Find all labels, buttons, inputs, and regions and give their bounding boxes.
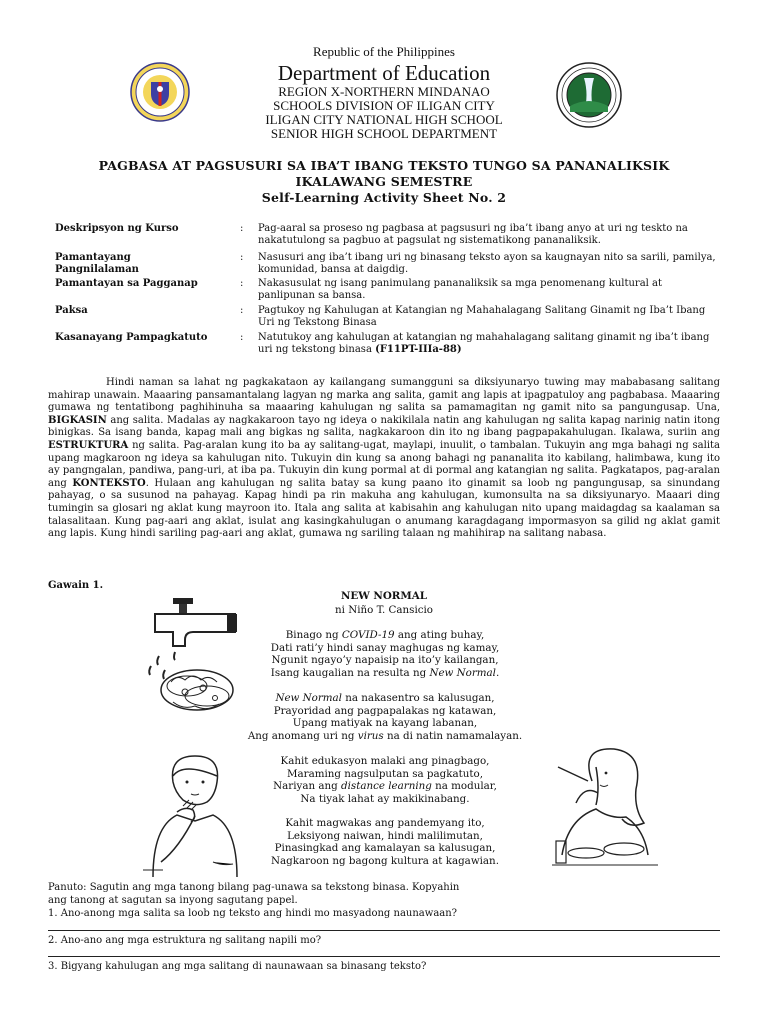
poem-line: Na tiyak lahat ay makikinabang.	[300, 792, 470, 805]
poem-line: Leksiyong naiwan, hindi malilimutan,	[287, 829, 483, 842]
header-line-region: REGION X-NORTHERN MINDANAO	[278, 84, 490, 99]
sheet-title: Self-Learning Activity Sheet No. 2	[261, 190, 507, 205]
poem-line: Upang matiyak na kayang labanan,	[292, 717, 478, 730]
poem-author: ni Niño T. Cansicio	[335, 604, 433, 616]
lesson-paragraph	[48, 377, 720, 541]
paragraph-part-1: Hindi naman sa lahat ng pagkakataon ay kailangang sumangguni sa diksiyunaryo tuwing may mababasang salitang mahirap unawain. Maaaring pansamantalang lagyan ng marka ang salita, gamit ang lapis at ipagpatuloy ang pagbabasa. Maaaring gumawa ng tentatibong paghihinuha sa maaaring kahulugan ng salita sa pamamagitan ng gamit nito sa pangungusap. Una,	[48, 377, 720, 414]
meta-value-paksa: Pagtukoy ng Kahulugan at Katangian ng Mahahalagang Salitang Ginamit ng Iba’t Ibang Uri ng Tekstong Binasa	[258, 305, 706, 328]
poem-line: Isang kaugalian na resulta ng New Normal.	[270, 666, 500, 679]
poem-stanza-2	[200, 692, 570, 742]
meta-label-pagganap: Pamantayan sa Pagganap	[55, 278, 198, 289]
poem-line: Dati rati’y hindi sanay maghugas ng kamay,	[270, 641, 500, 654]
poem-line: Nagkaroon ng bagong kultura at kagawian.	[271, 854, 499, 867]
woman-eating-illustration	[552, 745, 658, 870]
poem-line: New Normal na nakasentro sa kalusugan,	[275, 692, 495, 704]
header-line-division: SCHOOLS DIVISION OF ILIGAN CITY	[273, 98, 495, 113]
department-title: Department of Education	[277, 61, 491, 85]
meta-value-pangnilalaman: Nasusuri ang iba’t ibang uri ng binasang teksto ayon sa kaugnayan nito sa sarili, pamilya, komunidad, bansa at daigdig.	[258, 252, 716, 275]
poem-stanza-1	[220, 629, 550, 679]
kasanayan-code: (F11PT-IIIa-88)	[375, 344, 462, 355]
poem-stanza-3	[220, 755, 550, 805]
question-3: 3. Bigyang kahulugan ang mga salitang di naunawaan sa binasang teksto?	[48, 961, 427, 972]
poem-line: Prayoridad ang pagpapalakas ng katawan,	[273, 704, 497, 717]
keyword-bigkasin: BIGKASIN	[48, 414, 107, 426]
meta-colon: :	[240, 278, 244, 289]
right-logo	[556, 62, 622, 128]
meta-label-paksa: Paksa	[55, 305, 88, 316]
meta-label-pangnilalaman: Pamantayang Pangnilalaman	[55, 252, 139, 275]
meta-colon: :	[240, 252, 244, 263]
paragraph-part-4: . Hulaan ang kahulugan ng salita batay sa kung paano ito ginamit sa loob ng pangungusap, sa sinundang pahayag, o sa susunod na pahayag. Kapag hindi pa rin makuha ang kahulugan, kumonsulta na sa diksiyunaryo. Maaari ding tumingin sa glosari ng aklat kung mayroon ito. Itala ang salita at kabisahin ang kahulugan nito upang maidagdag sa kaalaman sa talasalitaan. Kung pag-aari ang aklat, isulat ang kasingkahulugan o anumang karagdagang impormasyon sa gilid ng aklat gamit ang lapis. Kung hindi sariling pag-aari ang aklat, gumawa ng sariling talaan ng mahihirap na salitang nabasa.	[48, 477, 720, 540]
panuto-line-1: Panuto: Sagutin ang mga tanong bilang pag-unawa sa tekstong binasa. Kopyahin	[48, 882, 460, 893]
meta-colon: :	[240, 332, 244, 343]
poem-line: Kahit magwakas ang pandemyang ito,	[285, 817, 485, 829]
meta-value-kasanayan	[258, 332, 720, 356]
republic-line: Republic of the Philippines	[313, 44, 455, 59]
answer-line-2[interactable]	[48, 956, 720, 957]
meta-colon: :	[240, 305, 244, 316]
keyword-estruktura: ESTRUKTURA	[48, 439, 129, 451]
kasanayan-text: Natutukoy ang kahulugan at katangian ng mahahalagang salitang ginamit ng iba’t ibang uri ng tekstong binasa	[258, 332, 710, 355]
semester-title: IKALAWANG SEMESTRE	[295, 174, 473, 189]
header-line-department: SENIOR HIGH SCHOOL DEPARTMENT	[270, 126, 498, 141]
left-logo	[130, 62, 190, 122]
poem-line: Binago ng COVID-19 ang ating buhay,	[285, 629, 485, 641]
meta-label-kasanayan: Kasanayang Pampagkatuto	[55, 332, 208, 343]
gawain-label: Gawain 1.	[48, 580, 104, 591]
poem-stanza-4	[220, 817, 550, 867]
keyword-konteksto: KONTEKSTO	[72, 477, 146, 489]
panuto-line-2: ang tanong at sagutan sa inyong sagutang papel.	[48, 895, 298, 906]
poem-line: Nariyan ang distance learning na modular,	[273, 780, 497, 793]
question-1: 1. Ano-anong mga salita sa loob ng teksto ang hindi mo masyadong naunawaan?	[48, 908, 458, 919]
course-title: PAGBASA AT PAGSUSURI SA IBA’T IBANG TEKSTO TUNGO SA PANANALIKSIK	[98, 158, 670, 173]
poem-line: Ang anomang uri ng virus na di natin namamalayan.	[247, 729, 523, 742]
meta-label-deskripsyon: Deskripsyon ng Kurso	[55, 223, 179, 234]
poem-line: Maraming nagsulputan sa pagkatuto,	[286, 767, 484, 780]
paragraph-part-2: ang salita. Madalas ay nagkakaroon tayo ng ideya o nakikilala natin ang kahulugan ng salita kapag narinig natin itong binigkas. Sa isang banda, kapag mali ang bigkas ng salita, nagkakaroon din ito ng ibang pagpapakahulugan. Ikalawa, suriin ang	[48, 414, 720, 439]
question-2: 2. Ano-ano ang mga estruktura ng salitang napili mo?	[48, 935, 322, 946]
meta-colon: :	[240, 223, 244, 234]
meta-value-pagganap: Nakasusulat ng isang panimulang pananaliksik sa mga penomenang kultural at panlipunan sa bansa.	[258, 278, 663, 301]
paragraph-part-3: ng salita. Pag-aralan kung ito ba ay salitang-ugat, maylapi, inuulit, o tambalan. Tukuyin ang mga bahagi ng salita upang magkaroon ng ideya sa kahulugan nito. Tukuyin din kung sa anong bahagi ng pananalita ito kabilang, halimbawa, kung ito ay pangngalan, pandiwa, pang-uri, at iba pa. Tukuyin din kung pormal at di pormal ang katangian ng salita. Pagkatapos, pag-aralan ang	[48, 439, 720, 489]
poem-line: Ngunit ngayo’y napaisip na ito’y kailangan,	[271, 654, 499, 667]
answer-line-1[interactable]	[48, 930, 720, 931]
poem-line: Kahit edukasyon malaki ang pinagbago,	[280, 755, 490, 767]
poem-title: NEW NORMAL	[341, 590, 427, 602]
poem-line: Pinasingkad ang kamalayan sa kalusugan,	[274, 842, 496, 855]
header-line-school: ILIGAN CITY NATIONAL HIGH SCHOOL	[265, 112, 503, 127]
meta-value-deskripsyon: Pag-aaral sa proseso ng pagbasa at pagsusuri ng iba’t ibang anyo at uri ng teskto na nakatutulong sa pagbuo at pagsulat ng sistematikong pananaliksik.	[258, 223, 688, 246]
